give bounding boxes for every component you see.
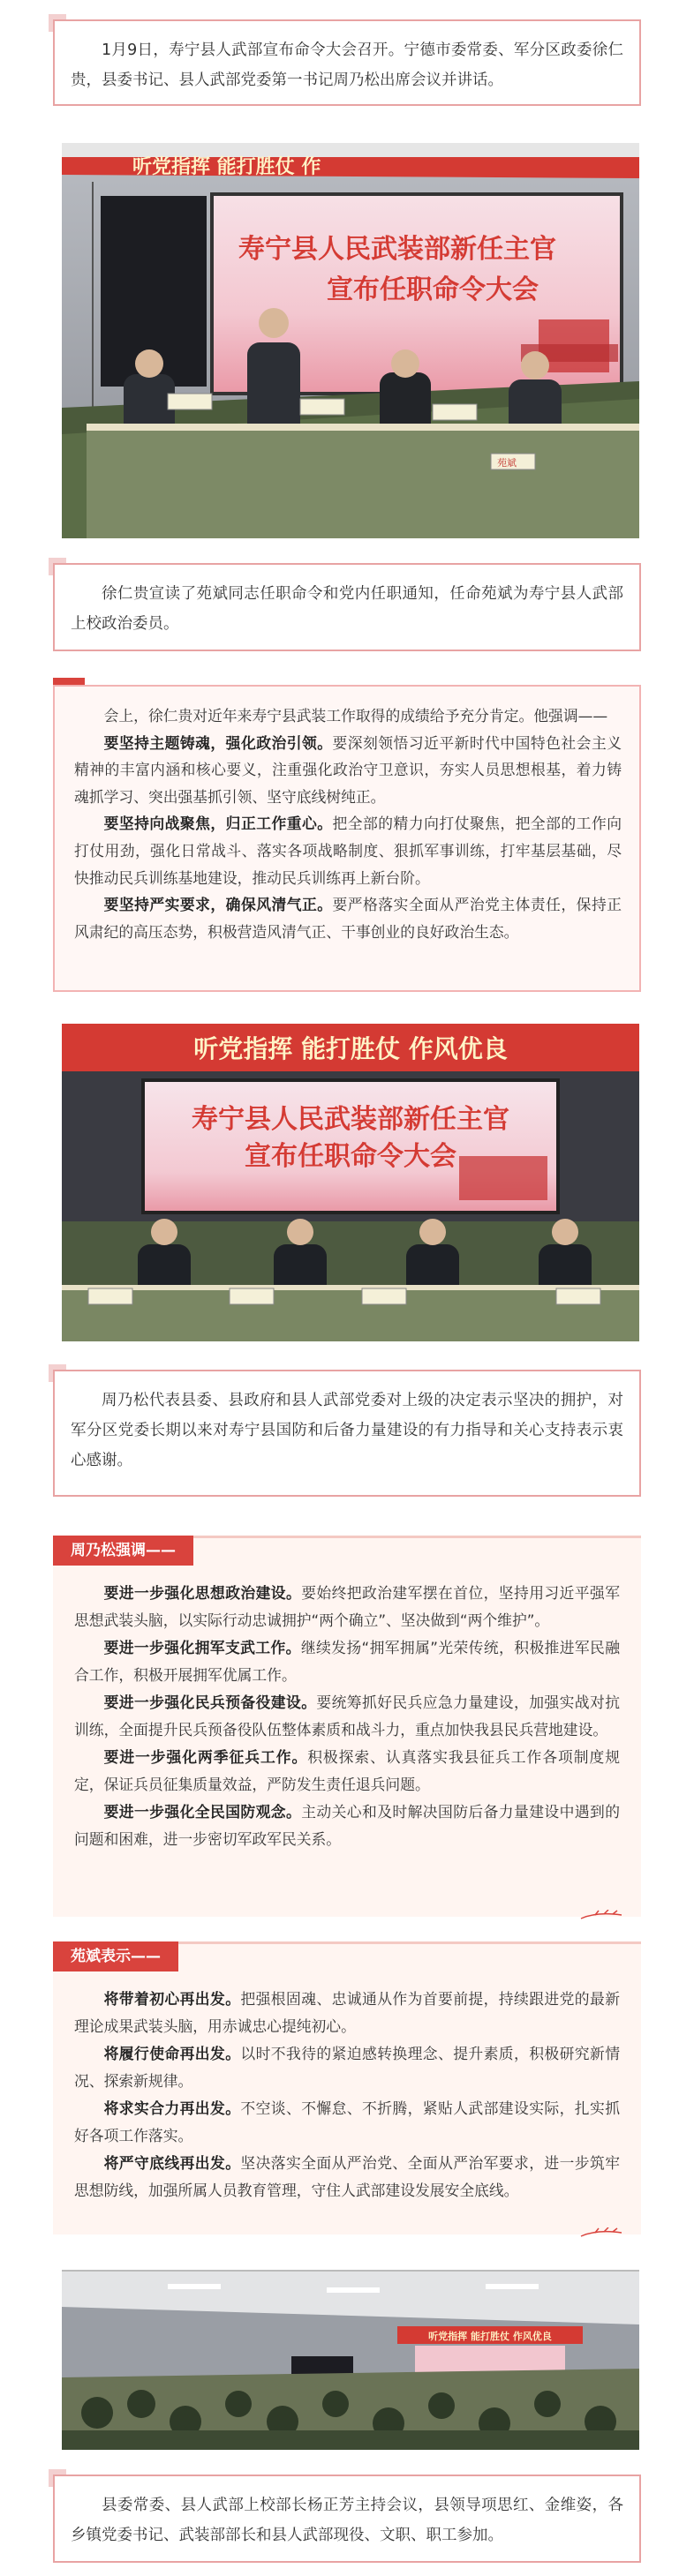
caption-appointment xyxy=(53,563,641,651)
caption-appointment-text: 徐仁贵宣读了苑斌同志任职命令和党内任职通知，任命苑斌为寿宁县人武部上校政治委员。 xyxy=(71,585,623,633)
photo2-screen-title: 寿宁县人民武装部新任主官 xyxy=(192,1104,509,1135)
list-item: 要进一步强化思想政治建设。要始终把政治建军摆在首位，坚持用习近平强军思想武装头脑，以实际行动忠诚拥护“两个确立”、坚决做到“两个维护”。 xyxy=(74,1584,620,1629)
speech-accent xyxy=(53,678,85,685)
sprig-ornament-icon xyxy=(579,2227,623,2240)
section-zhou-tag: 周乃松强调—— xyxy=(53,1536,193,1566)
list-item: 要进一步强化全民国防观念。主动关心和及时解决国防后备力量建设中遇到的问题和困难，进一步密切军政军民关系。 xyxy=(74,1803,620,1848)
speech-item: 要坚持主题铸魂，强化政治引领。要深刻领悟习近平新时代中国特色社会主义精神的丰富内涵和核心要义，注重强化政治守卫意识，夯实人员思想根基，着力铸魂抓学习、突出强基抓引领、坚守底线树纯正。 xyxy=(74,733,622,806)
section-yuan-bin xyxy=(53,1941,641,2234)
caption-attendees-text: 县委常委、县人武部上校部长杨正芳主持会议，县领导项思红、金维姿，各乡镇党委书记、武装部部长和县人武部现役、文职、职工参加。 xyxy=(71,2497,623,2544)
photo-meeting-stage xyxy=(62,143,639,538)
speech-intro: 会上，徐仁贵对近年来寿宁县武装工作取得的成绩给予充分肯定。他强调—— xyxy=(103,707,608,725)
photo2-banner: 听党指挥 能打胜仗 作风优良 xyxy=(193,1034,508,1063)
photo1-screen-title: 寿宁县人民武装部新任主官 xyxy=(238,234,556,265)
section-yuan-tag: 苑斌表示—— xyxy=(53,1941,178,1971)
list-item: 要进一步强化民兵预备役建设。要统筹抓好民兵应急力量建设，加强实战对抗训练，全面提升民兵预备役队伍整体素质和战斗力，重点加快我县民兵营地建设。 xyxy=(74,1694,620,1739)
caption-support xyxy=(53,1370,641,1497)
list-item: 将求实合力再出发。不空谈、不懈怠、不折腾，紧贴人武部建设实际，扎实抓好各项工作落实。 xyxy=(74,2099,620,2144)
list-item: 将履行使命再出发。以时不我待的紧迫感转换理念、提升素质，积极研究新情况、探索新规律。 xyxy=(74,2045,620,2090)
photo-rostrum xyxy=(62,1024,639,1341)
photo2-screen-subtitle: 宣布任职命令大会 xyxy=(245,1141,456,1172)
caption-support-text: 周乃松代表县委、县政府和县人武部党委对上级的决定表示坚决的拥护，对军分区党委长期以来对寿宁县国防和后备力量建设的有力指导和关心支持表示衷心感谢。 xyxy=(71,1392,623,1469)
photo1-banner: 听党指挥 能打胜仗 作 xyxy=(132,156,321,178)
photo3-banner: 听党指挥 能打胜仗 作风优良 xyxy=(428,2331,552,2342)
speech-xu-rengui xyxy=(53,685,641,992)
sprig-ornament-icon xyxy=(579,1910,623,1922)
caption-intro xyxy=(53,19,641,106)
speech-item: 要坚持严实要求，确保风清气正。要严格落实全面从严治党主体责任，保持正风肃纪的高压态势，积极营造风清气正、干事创业的良好政治生态。 xyxy=(74,896,622,941)
photo1-screen-subtitle: 宣布任职命令大会 xyxy=(327,274,539,305)
speech-item: 要坚持向战聚焦，归正工作重心。把全部的精力向打仗聚焦，把全部的工作向打仗用劲，强化日常战斗、落实各项战略制度、狠抓军事训练，打牢基层基础，尽快推动民兵训练基地建设，推动民兵训练再上新台阶。 xyxy=(74,815,622,887)
caption-attendees xyxy=(53,2475,641,2563)
list-item: 要进一步强化拥军支武工作。继续发扬“拥军拥属”光荣传统，积极推进军民融合工作，积极开展拥军优属工作。 xyxy=(74,1639,620,1684)
caption-intro-text: 1月9日，寿宁县人武部宣布命令大会召开。宁德市委常委、军分区政委徐仁贵，县委书记、县人武部党委第一书记周乃松出席会议并讲话。 xyxy=(71,41,623,89)
list-item: 将严守底线再出发。坚决落实全面从严治党、全面从严治军要求，进一步筑牢思想防线，加强所属人员教育管理，守住人武部建设发展安全底线。 xyxy=(74,2154,620,2199)
list-item: 要进一步强化两季征兵工作。积极探索、认真落实我县征兵工作各项制度规定，保证兵员征集质量效益，严防发生责任退兵问题。 xyxy=(74,1748,620,1793)
photo1-nameplate: 苑斌 xyxy=(497,457,517,469)
list-item: 将带着初心再出发。把强根固魂、忠诚通从作为首要前提，持续跟进党的最新理论成果武装头脑，用赤诚忠心提纯初心。 xyxy=(74,1990,620,2035)
photo-audience-hall xyxy=(62,2270,639,2450)
section-zhou-naisong xyxy=(53,1536,641,1917)
